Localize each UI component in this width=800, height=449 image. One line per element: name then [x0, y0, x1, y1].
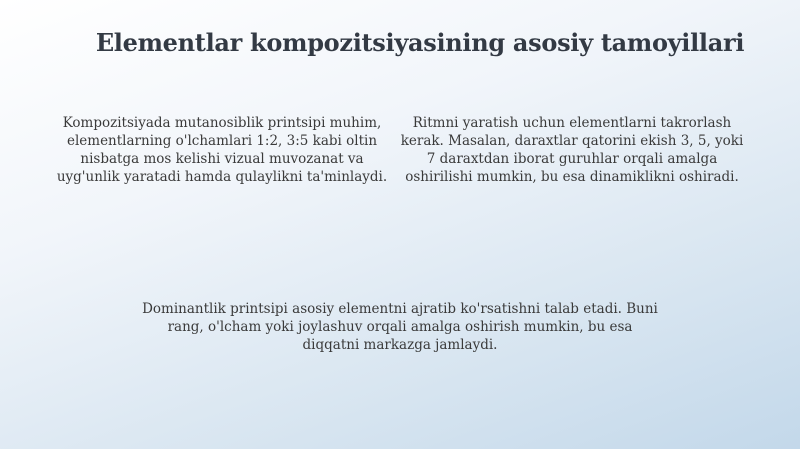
paragraph-dominance: Dominantlik printsipi asosiy elementni ajratib ko'rsatishni talab etadi. Buni rang, o'lcham yoki joylashuv orqali amalga oshirish mumkin, bu esa diqqatni markazga jamlaydi.: [142, 301, 658, 353]
slide-title: Elementlar kompozitsiyasining asosiy tamoyillari: [95, 28, 745, 57]
paragraph-rhythm: Ritmni yaratish uchun elementlarni takrorlash kerak. Masalan, daraxtlar qatorini ekish 3, 5, yoki 7 daraxtdan iborat guruhlar orqali amalga oshirilishi mumkin, bu esa dinamiklikni oshiradi.: [400, 115, 744, 185]
paragraph-proportion: Kompozitsiyada mutanosiblik printsipi muhim, elementlarning o'lchamlari 1:2, 3:5 kabi oltin nisbatga mos kelishi vizual muvozanat va uyg'unlik yaratadi hamda qulaylikni ta'minlaydi.: [56, 115, 388, 185]
